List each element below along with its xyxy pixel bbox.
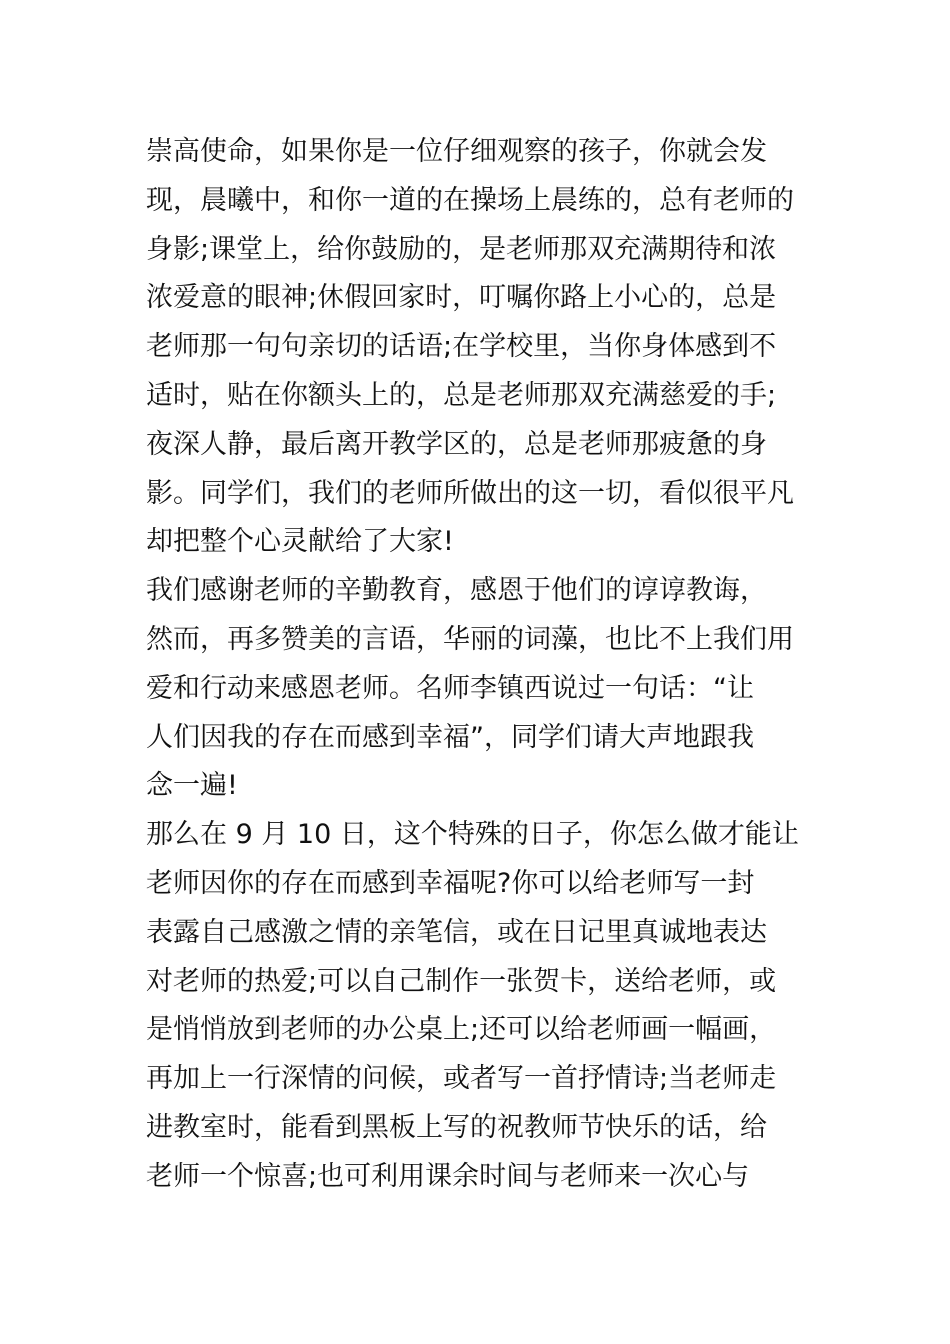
text-line: 再加上一行深情的问候，或者写一首抒情诗;当老师走 — [146, 1063, 777, 1095]
text-line: 是悄悄放到老师的办公桌上;还可以给老师画一幅画， — [146, 1014, 777, 1046]
text-line: 崇高使命，如果你是一位仔细观察的孩子，你就会发 — [146, 136, 767, 167]
text-line: 念一遍! — [146, 770, 238, 802]
text-line: 老师因你的存在而感到幸福呢?你可以给老师写一封 — [146, 867, 755, 899]
text-line: 人们因我的存在而感到幸福”，同学们请大声地跟我 — [146, 721, 754, 753]
text-line: 夜深人静，最后离开教学区的，总是老师那疲惫的身 — [146, 428, 767, 460]
text-line: 老师那一句句亲切的话语;在学校里，当你身体感到不 — [146, 331, 777, 363]
text-line: 现，晨曦中，和你一道的在操场上晨练的，总有老师的 — [146, 184, 794, 216]
text-line: 浓爱意的眼神;休假回家时，叮嘱你路上小心的，总是 — [146, 282, 777, 314]
text-line: 却把整个心灵献给了大家! — [146, 526, 454, 558]
text-line: 然而，再多赞美的言语，华丽的词藻，也比不上我们用 — [146, 623, 794, 655]
text-line: 对老师的热爱;可以自己制作一张贺卡，送给老师，或 — [146, 965, 777, 997]
text-line: 适时，贴在你额头上的，总是老师那双充满慈爱的手; — [146, 379, 777, 411]
text-line: 影。同学们，我们的老师所做出的这一切，看似很平凡 — [146, 477, 794, 509]
text-line: 那么在 9 月 10 日，这个特殊的日子，你怎么做才能让 — [146, 819, 799, 851]
text-line: 老师一个惊喜;也可利用课余时间与老师来一次心与 — [146, 1160, 750, 1192]
text-line: 进教室时，能看到黑板上写的祝教师节快乐的话，给 — [146, 1111, 767, 1143]
body-text — [146, 128, 826, 1202]
text-line: 我们感谢老师的辛勤教育，感恩于他们的谆谆教诲， — [146, 575, 767, 607]
text-line: 表露自己感激之情的亲笔信，或在日记里真诚地表达 — [146, 916, 767, 948]
text-line: 身影;课堂上，给你鼓励的，是老师那双充满期待和浓 — [146, 233, 777, 265]
text-line: 爱和行动来感恩老师。名师李镇西说过一句话：“让 — [146, 672, 754, 704]
